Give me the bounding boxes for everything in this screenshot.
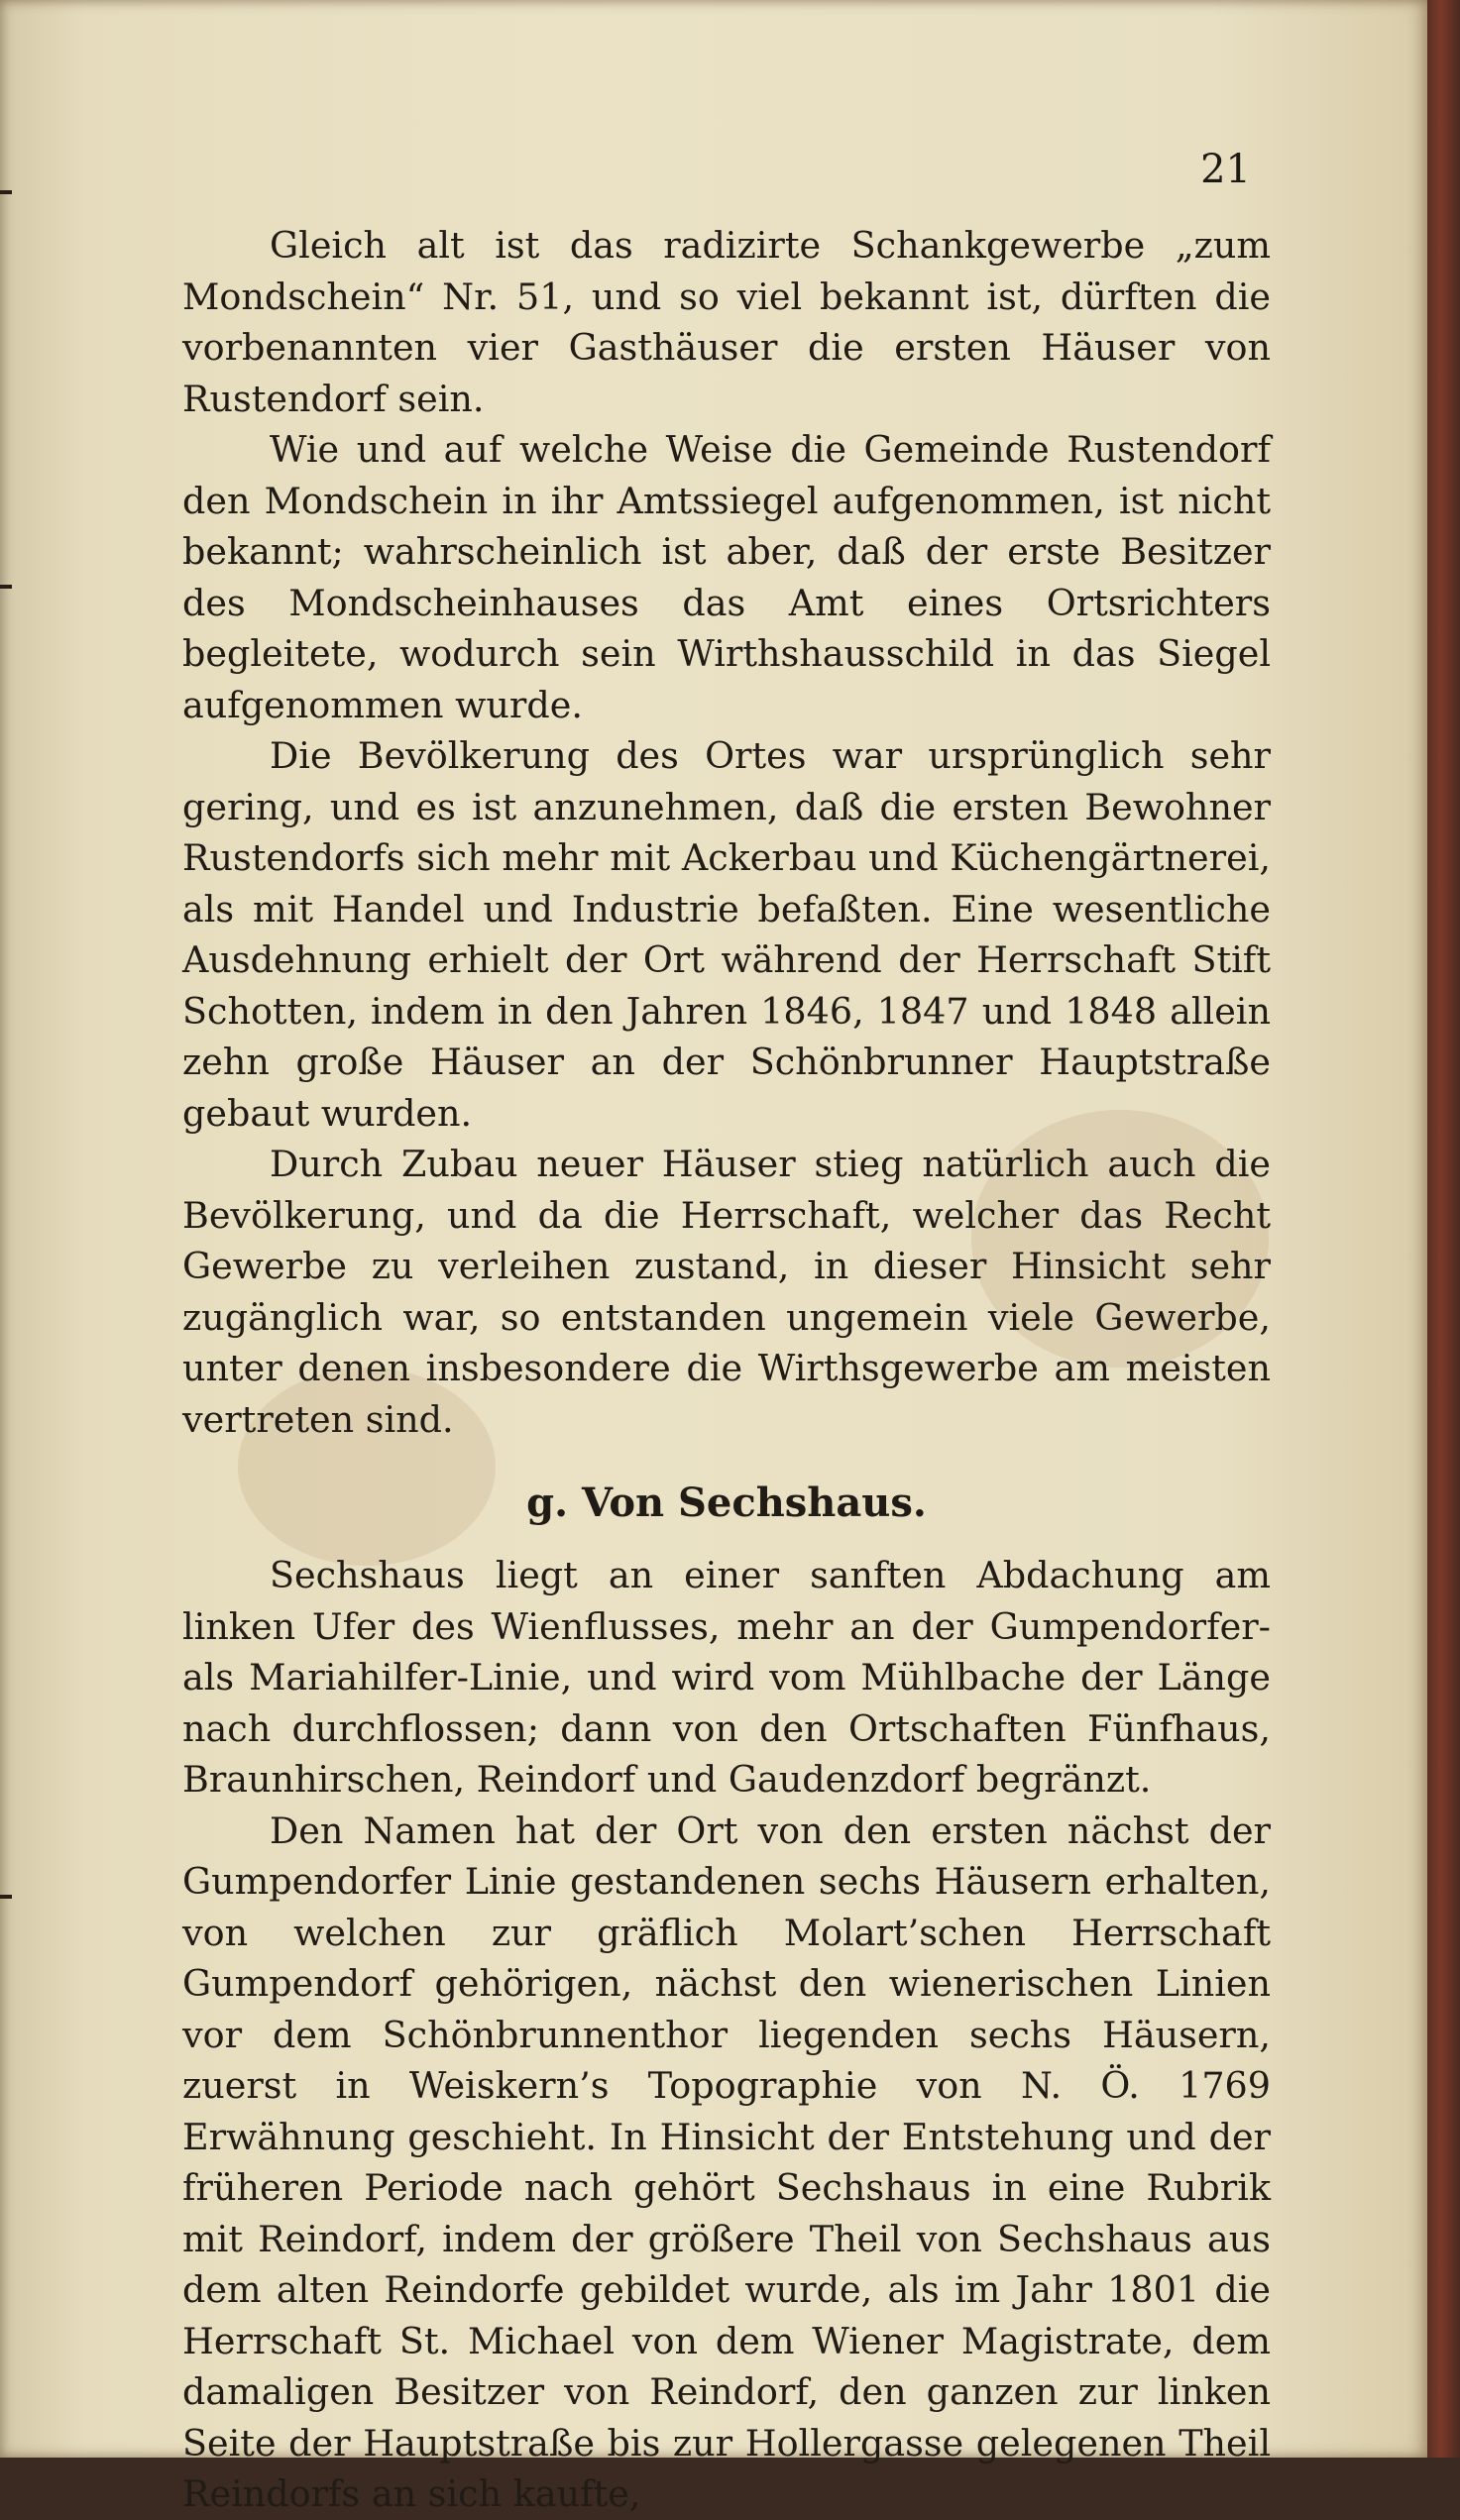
paragraph-lage: Sechshaus liegt an einer sanften Abdachung am linken Ufer des Wienflusses, mehr an der Gumpendorfer- als Mariahilfer-Linie, und wird vom Mühlbache der Länge nach durchflossen; dann von den Ortschaften Fünfhaus, Braunhirschen, Reindorf und Gaudenzdorf begränzt.: [182, 1554, 1271, 1801]
paragraph-namen: Den Namen hat der Ort von den ersten nächst der Gumpendorfer Linie gestandenen sechs Häusern erhalten, von welchen zur gräflich Molart’schen Herrschaft Gumpendorf gehörigen, nächst den wienerischen Linien vor dem Schönbrunnenthor liegenden sechs Häusern, zuerst in Weiskern’s Topographie von N. Ö. 1769 Erwähnung geschieht. In Hinsicht der Entstehung und der früheren Periode nach gehört Sechshaus in eine Rubrik mit Reindorf, indem der größere Theil von Sechshaus aus dem alten Reindorfe gebildet wurde, als im Jahr 1801 die Herrschaft St. Michael von dem Wiener Magistrate, dem damaligen Besitzer von Reindorf, den ganzen zur linken Seite der Hauptstraße bis zur Hollergasse gelegenen Theil Reindorfs an sich kaufte,: [182, 1808, 1271, 2515]
page-edge-mark: [0, 585, 12, 589]
paragraph-mondschein: Gleich alt ist das radizirte Schankgewerbe „zum Mondschein“ Nr. 51, und so viel bekannt ist, dürften die vorbenannten vier Gasthäuser die ersten Häuser von Rustendorf sein.: [182, 224, 1271, 420]
body-text: [182, 220, 1271, 2520]
section-heading: g. Von Sechshaus.: [526, 1479, 927, 1526]
paragraph-bevoelkerung: Die Bevölkerung des Ortes war ursprünglich sehr gering, und es ist anzunehmen, daß die ersten Bewohner Rustendorfs sich mehr mit Ackerbau und Küchengärtnerei, als mit Handel und Industrie befaßten. Eine wesentliche Ausdehnung erhielt der Ort während der Herrschaft Stift Schotten, indem in den Jahren 1846, 1847 und 1848 allein zehn große Häuser an der Schönbrunner Hauptstraße gebaut wurden.: [182, 734, 1271, 1135]
book-cover-edge: [1427, 0, 1460, 2458]
page-edge-mark: [0, 190, 12, 194]
page-number: 21: [1200, 147, 1251, 192]
paragraph-amtssiegel: Wie und auf welche Weise die Gemeinde Rustendorf den Mondschein in ihr Amtssiegel aufgenommen, ist nicht bekannt; wahrscheinlich ist aber, daß der erste Besitzer des Mondscheinhauses das Amt eines Ortsrichters begleitete, wodurch sein Wirthshausschild in das Siegel aufgenommen wurde.: [182, 428, 1271, 726]
page-edge-mark: [0, 1895, 12, 1899]
paragraph-gewerbe: Durch Zubau neuer Häuser stieg natürlich auch die Bevölkerung, und da die Herrschaft, welcher das Recht Gewerbe zu verleihen zustand, in dieser Hinsicht sehr zugänglich war, so entstanden ungemein viele Gewerbe, unter denen insbesondere die Wirthsgewerbe am meisten vertreten sind.: [182, 1143, 1271, 1441]
